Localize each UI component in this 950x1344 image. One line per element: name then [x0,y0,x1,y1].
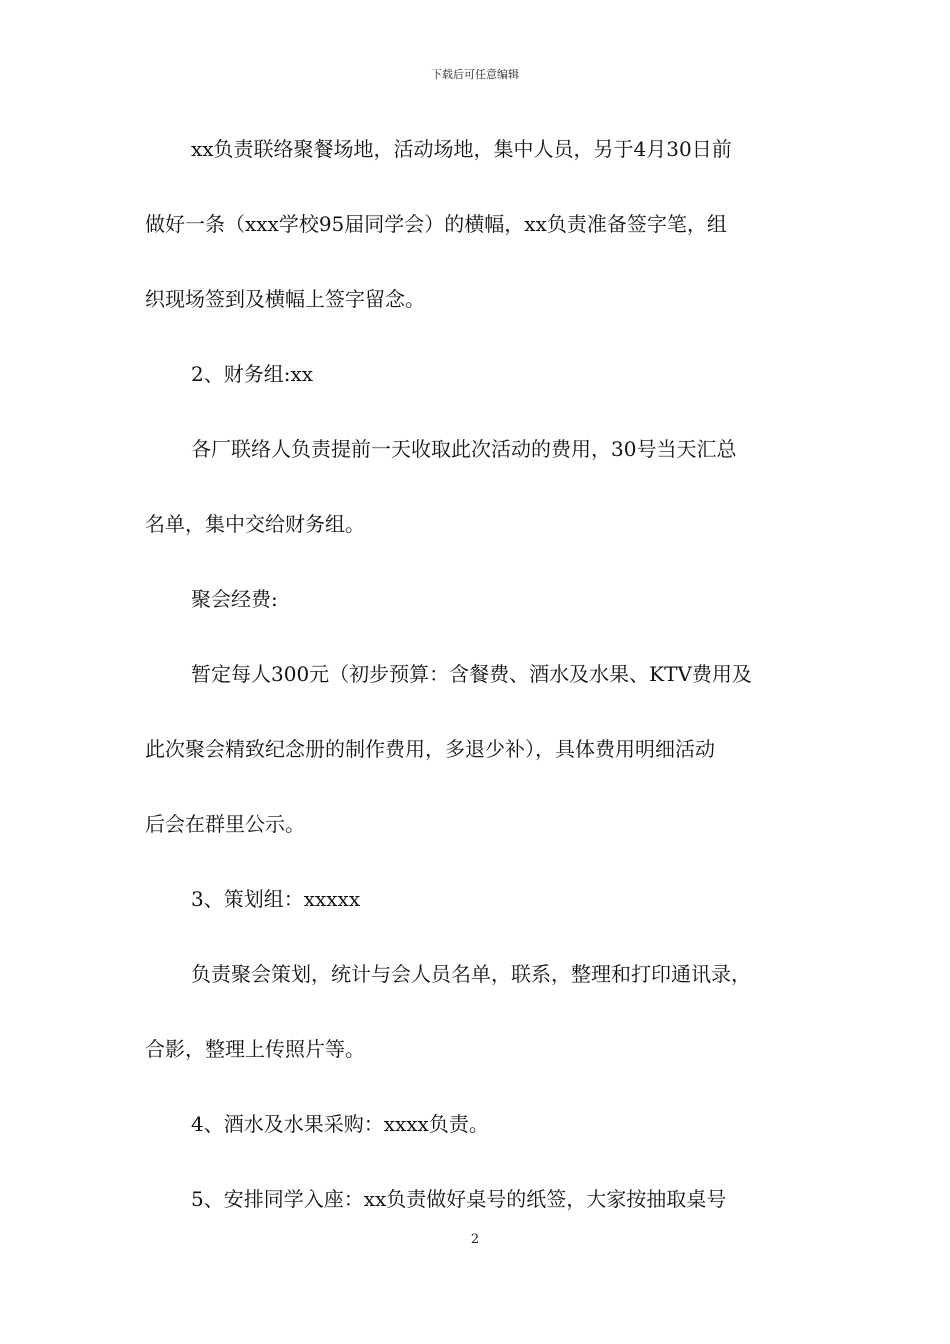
section-heading-drinks: 4、酒水及水果采购：xxxx负责。 [191,1112,489,1136]
paragraph-line: 做好一条（xxx学校95届同学会）的横幅，xx负责准备签字笔，组 [145,212,727,236]
paragraph-line: 织现场签到及横幅上签字留念。 [145,287,425,311]
paragraph-line: 后会在群里公示。 [145,812,305,836]
paragraph-line: 此次聚会精致纪念册的制作费用，多退少补），具体费用明细活动 [145,737,715,761]
page-header: 下载后可任意编辑 [431,68,519,81]
page-number: 2 [470,1232,480,1247]
paragraph-line: 负责聚会策划，统计与会人员名单，联系，整理和打印通讯录， [191,962,751,986]
paragraph-line: 暂定每人300元（初步预算：含餐费、酒水及水果、KTV费用及 [191,662,752,686]
paragraph-line: 名单，集中交给财务组。 [145,512,365,536]
section-heading-budget: 聚会经费: [191,587,278,611]
paragraph-line: 合影，整理上传照片等。 [145,1037,365,1061]
section-heading-planning: 3、策划组：xxxxx [191,887,361,911]
section-heading-finance: 2、财务组:xx [191,362,314,386]
paragraph-line: 各厂联络人负责提前一天收取此次活动的费用，30号当天汇总 [191,437,737,461]
section-heading-seating: 5、安排同学入座：xx负责做好桌号的纸签，大家按抽取桌号 [191,1187,727,1211]
paragraph-line: xx负责联络聚餐场地，活动场地，集中人员，另于4月30日前 [191,137,732,161]
